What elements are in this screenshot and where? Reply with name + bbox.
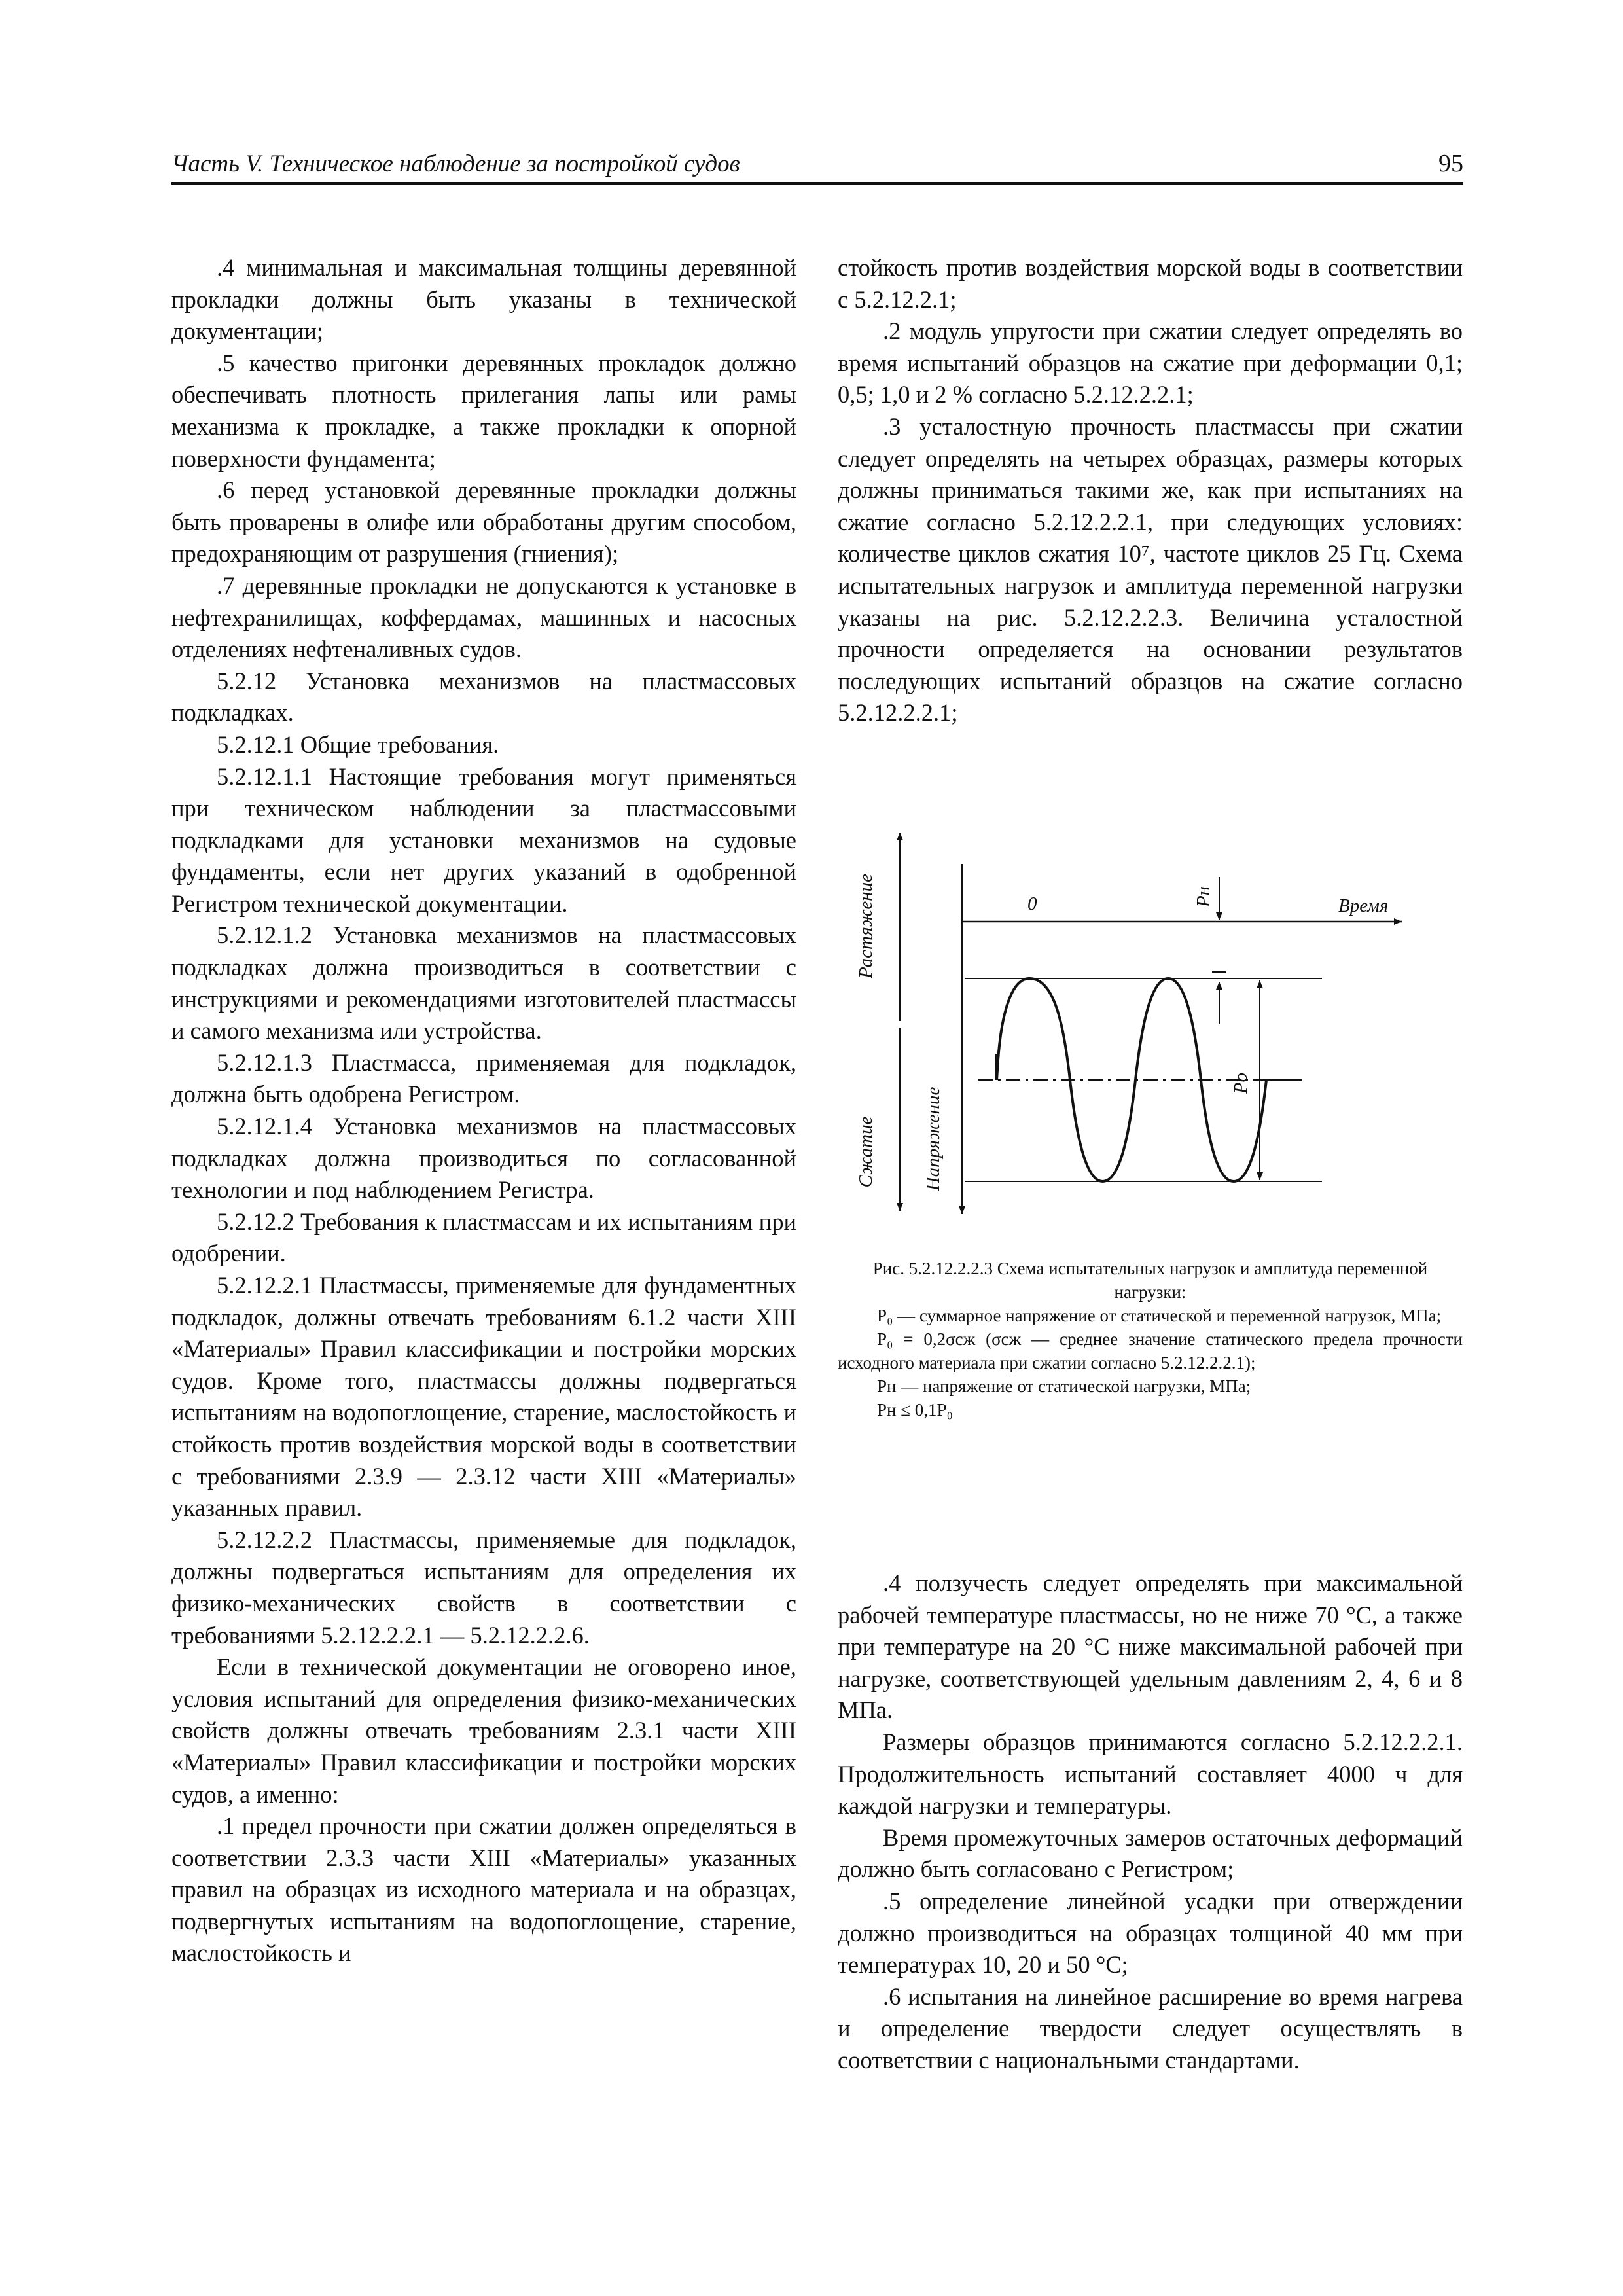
paragraph: .1 предел прочности при сжатии должен определяться в соответствии 2.3.3 части XIII «Материалы» указанных правил на образцах из исходного материала и на образцах, подвергнутых испытаниям на водопоглощение, старение, маслостойкость и [171, 1812, 796, 1967]
right-column-bottom [838, 1568, 1463, 2077]
paragraph: .5 определение линейной усадки при отверждении должно производиться на образцах толщиной 40 мм при температурах 10, 20 и 50 °C; [838, 1887, 1463, 1979]
paragraph: 5.2.12.2.2 Пластмассы, применяемые для подкладок, должны подвергаться испытаниям для определения их физико-механических свойств в соответствии с требованиями 5.2.12.2.2.1 — 5.2.12.2.2.6. [171, 1526, 796, 1649]
caption-title: Рис. 5.2.12.2.2.3 Схема испытательных нагрузок и амплитуда переменной нагрузки: [872, 1259, 1428, 1302]
tension-label: Растяжение [855, 874, 876, 978]
paragraph: .4 ползучесть следует определять при максимальной рабочей температуре пластмассы, но не ниже 70 °C, а также при температуре на 20 °C ниже максимальной рабочей при нагрузке, соответствующей удельным давлениям 2, 4, 6 и 8 МПа. [838, 1570, 1463, 1724]
paragraph: стойкость против воздействия морской воды в соответствии с 5.2.12.2.1; [838, 254, 1463, 313]
paragraph: 5.2.12.1.2 Установка механизмов на пластмассовых подкладках должна производиться в соответствии с инструкциями и рекомендациями изготовителей пластмассы и самого механизма или устройства. [171, 922, 796, 1045]
paragraph: .6 перед установкой деревянные прокладки должны быть проварены в олифе или обработаны другим способом, предохраняющим от разрушения (гниения); [171, 476, 796, 567]
paragraph: .4 минимальная и максимальная толщины деревянной прокладки должны быть указаны в технической документации; [171, 254, 796, 345]
stress-label: Напряжение [923, 1086, 944, 1191]
section-heading: 5.2.12.1 Общие требования. [217, 730, 499, 758]
paragraph: Если в технической документации не оговорено иное, условия испытаний для определения физико-механических свойств должны отвечать требованиям 2.3.1 части XIII «Материалы» Правил классификации и постройки морских судов, а именно: [171, 1653, 796, 1808]
paragraph: 5.2.12.1.1 Настоящие требования могут применяться при техническом наблюдении за пластмассовыми подкладками для установки механизмов на судовые фундаменты, если нет других указаний в одобренной Регистром технической документации. [171, 762, 796, 917]
running-header [171, 148, 1463, 185]
page-number: 95 [1438, 150, 1463, 177]
header-title: Часть V. Техническое наблюдение за постройкой судов [171, 151, 740, 177]
section-heading: 5.2.12 Установка механизмов на пластмассовых подкладках. [171, 667, 796, 726]
paragraph: Время промежуточных замеров остаточных деформаций должно быть согласовано с Регистром; [838, 1823, 1463, 1883]
caption-line: P₀ = 0,2σсж (σсж — среднее значение статического предела прочности исходного материала при сжатии согласно 5.2.12.2.2.1); [838, 1329, 1463, 1372]
figure-caption [838, 1257, 1463, 1422]
paragraph: .5 качество пригонки деревянных прокладок должно обеспечивать плотность прилегания лапы или рамы механизма к прокладке, а также прокладки к опорной поверхности фундамента; [171, 349, 796, 472]
paragraph: 5.2.12.1.3 Пластмасса, применяемая для подкладок, должна быть одобрена Регистром. [171, 1049, 796, 1108]
po-label: Pо [1230, 1072, 1251, 1094]
paragraph: .3 усталостную прочность пластмассы при сжатии следует определять на четырех образцах, размеры которых должны приниматься такими же, как при испытаниях на сжатие согласно 5.2.12.2.2.1, при следующих условиях: количестве циклов сжатия 10⁷, частоте циклов 25 Гц. Схема испытательных нагрузок и амплитуда переменной нагрузки указаны на рис. 5.2.12.2.2.3. Величина усталостной прочности определяется на основании результатов последующих испытаний образцов на сжатие согласно 5.2.12.2.2.1; [838, 412, 1463, 726]
caption-line: Pн — напряжение от статической нагрузки, МПа; [877, 1376, 1251, 1396]
paragraph: Размеры образцов принимаются согласно 5.2.12.2.2.1. Продолжительность испытаний составляет 4000 ч для каждой нагрузки и температуры. [838, 1728, 1463, 1820]
caption-line: Pн ≤ 0,1P₀ [877, 1400, 953, 1420]
load-scheme-figure [838, 825, 1463, 1217]
left-column [171, 252, 796, 1969]
section-heading: 5.2.12.2 Требования к пластмассам и их испытаниям при одобрении. [171, 1208, 796, 1267]
paragraph: .6 испытания на линейное расширение во время нагрева и определение твердости следует осуществлять в соответствии с национальными стандартами. [838, 1982, 1463, 2073]
paragraph: 5.2.12.1.4 Установка механизмов на пластмассовых подкладках должна производиться по согласованной технологии и под наблюдением Регистра. [171, 1113, 796, 1204]
time-label: Время [1338, 895, 1389, 916]
pn-label: Pн [1193, 886, 1214, 908]
zero-label: 0 [1027, 893, 1037, 914]
paragraph: 5.2.12.2.1 Пластмассы, применяемые для фундаментных подкладок, должны отвечать требованиям 6.1.2 части XIII «Материалы» Правил классификации и постройки морских судов. Кроме того, пластмассы должны подвергаться испытаниям на водопоглощение, старение, маслостойкость и стойкость против воздействия морской воды в соответствии с требованиями 2.3.9 — 2.3.12 части XIII «Материалы» указанных правил. [171, 1272, 796, 1522]
paragraph: .7 деревянные прокладки не допускаются к установке в нефтехранилищах, коффердамах, машинных и насосных отделениях нефтеналивных судов. [171, 571, 796, 663]
load-scheme-diagram [838, 825, 1463, 1217]
caption-line: P₀ — суммарное напряжение от статической и переменной нагрузок, МПа; [877, 1306, 1442, 1325]
right-column-top [838, 252, 1463, 729]
paragraph: .2 модуль упругости при сжатии следует определять во время испытаний образцов на сжатие при деформации 0,1; 0,5; 1,0 и 2 % согласно 5.2.12.2.2.1; [838, 317, 1463, 408]
compression-label: Сжатие [855, 1116, 876, 1188]
